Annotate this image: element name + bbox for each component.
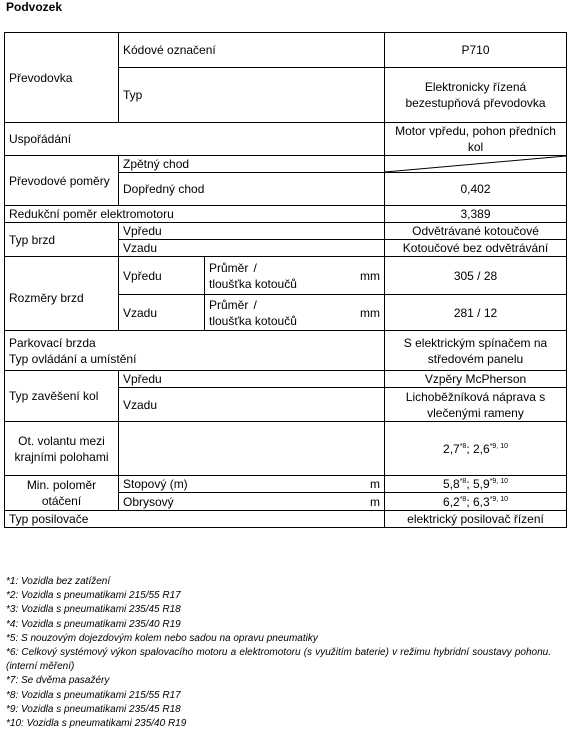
row-label-typ-zaveseni: Typ zavěšení kol — [5, 371, 119, 422]
sub-label-stopovy — [119, 476, 385, 493]
footnote: *7: Se dvěma pasažéry — [6, 675, 110, 687]
separator: ; — [466, 477, 473, 491]
table-row — [5, 206, 567, 223]
sub-label-prumer-tloustka — [205, 295, 385, 331]
value-part: 5,8 — [443, 477, 460, 491]
diagonal-line — [385, 156, 566, 172]
row-label-ot-volantu: Ot. volantu mezi krajními polohami — [5, 422, 119, 476]
value-part: 6,3 — [473, 494, 490, 509]
footnote-ref: *8 — [459, 495, 467, 503]
table-row — [5, 422, 567, 476]
table-row — [5, 371, 567, 388]
row-label-usporadani: Uspořádání — [5, 123, 385, 156]
footnote: *8: Vozidla s pneumatikami 215/55 R17 — [6, 689, 181, 701]
value-brzdy-vpredu: Odvětrávané kotoučové — [385, 223, 567, 240]
value-zaveseni-vzadu: Lichoběžníková náprava s vlečenými rameny — [385, 388, 567, 422]
row-label-rozmery-brzd: Rozměry brzd — [5, 257, 119, 331]
value-kodove-oznaceni: P710 — [385, 33, 567, 68]
footnote-ref: *8 — [459, 478, 467, 485]
empty-value-diagonal — [385, 156, 567, 173]
prumer-label: Průměr — [209, 297, 249, 312]
row-label-parkovaci-brzda — [5, 331, 385, 371]
unit-label: m — [370, 494, 380, 509]
empty-cell — [119, 422, 385, 476]
sub-label-vzadu: Vzadu — [119, 295, 205, 331]
slash-label: / — [253, 260, 257, 275]
footnote: *10: Vozidla s pneumatikami 235/40 R19 — [6, 718, 187, 730]
stopovy-label: Stopový (m) — [123, 477, 188, 491]
value-part: 2,7 — [443, 441, 460, 456]
footnote: *6: Celkový systémový výkon spalovacího motoru a elektromotoru (s využitím baterie) v režimu hybridní soustavy pohonu. (interní měření) — [6, 647, 551, 673]
footnote-ref: *8 — [459, 442, 467, 450]
row-label-typ-posilovace: Typ posilovače — [5, 511, 385, 528]
table-row — [5, 156, 567, 173]
sub-label-vzadu: Vzadu — [119, 240, 385, 257]
footnote-ref: *9, 10 — [489, 478, 508, 485]
row-label-typ-brzd: Typ brzd — [5, 223, 119, 257]
footnote-ref: *9, 10 — [489, 495, 508, 503]
table-row — [5, 257, 567, 295]
row-label-prevodovka: Převodovka — [5, 33, 119, 123]
footnote: *3: Vozidla s pneumatikami 235/45 R18 — [6, 604, 181, 616]
sub-label-vzadu: Vzadu — [119, 388, 385, 422]
prumer-label: Průměr — [209, 260, 249, 275]
table-row — [5, 476, 567, 493]
tloustka-label: tloušťka kotoučů — [209, 276, 297, 291]
footnote: *2: Vozidla s pneumatikami 215/55 R17 — [6, 590, 181, 602]
sub-label-kodove-oznaceni: Kódové označení — [119, 33, 385, 68]
sub-label-vpredu: Vpředu — [119, 371, 385, 388]
value-part: 5,9 — [473, 477, 490, 491]
slash-label: / — [253, 297, 257, 312]
value-zaveseni-vpredu: Vzpěry McPherson — [385, 371, 567, 388]
spec-table — [4, 32, 567, 528]
table-row — [5, 223, 567, 240]
value-part: 6,2 — [443, 494, 460, 509]
value-usporadani: Motor vpředu, pohon předních kol — [385, 123, 567, 156]
value-redukcni-pomer: 3,389 — [385, 206, 567, 223]
footnote: *5: S nouzovým dojezdovým kolem nebo sadou na opravu pneumatiky — [6, 632, 318, 644]
section-heading: Podvozek — [6, 0, 63, 14]
sub-label-prumer-tloustka — [205, 257, 385, 295]
value-parkovaci-brzda: S elektrickým spínačem na středovém panelu — [385, 331, 567, 371]
footnote-ref: *9, 10 — [489, 442, 508, 450]
table-row — [5, 331, 567, 371]
row-label-prevodove-pomery: Převodové poměry — [5, 156, 119, 206]
value-typ-posilovace: elektrický posilovač řízení — [385, 511, 567, 528]
sub-label-dopredny-chod: Dopředný chod — [119, 173, 385, 206]
table-row — [5, 123, 567, 156]
value-obrysovy — [385, 493, 567, 511]
value-stopovy — [385, 476, 567, 493]
row-label-min-polomer: Min. poloměr otáčení — [5, 476, 119, 511]
sub-label-vpredu: Vpředu — [119, 223, 385, 240]
table-row — [5, 511, 567, 528]
footnote: *4: Vozidla s pneumatikami 235/40 R19 — [6, 618, 181, 630]
separator: ; — [466, 441, 473, 456]
sub-label-vpredu: Vpředu — [119, 257, 205, 295]
row-label-redukcni-pomer: Redukční poměr elektromotoru — [5, 206, 385, 223]
typ-ovladani-label: Typ ovládání a umístění — [9, 351, 137, 366]
sub-label-typ: Typ — [119, 68, 385, 123]
table-row — [5, 33, 567, 68]
footnotes — [6, 575, 551, 731]
value-rozmery-vzadu: 281 / 12 — [385, 295, 567, 331]
footnote: *9: Vozidla s pneumatikami 235/45 R18 — [6, 703, 181, 715]
value-part: 2,6 — [473, 441, 490, 456]
separator: ; — [466, 494, 473, 509]
tloustka-label: tloušťka kotoučů — [209, 313, 297, 328]
footnote: *1: Vozidla bez zatížení — [6, 576, 111, 587]
sub-label-zpetny-chod: Zpětný chod — [119, 156, 385, 173]
value-brzdy-vzadu: Kotoučové bez odvětrávání — [385, 240, 567, 257]
value-rozmery-vpredu: 305 / 28 — [385, 257, 567, 295]
unit-label: m — [370, 477, 380, 491]
unit-label: mm — [360, 305, 380, 320]
parkovaci-brzda-label: Parkovací brzda — [9, 335, 96, 350]
sub-label-obrysovy — [119, 493, 385, 511]
value-dopredny-chod: 0,402 — [385, 173, 567, 206]
obrysovy-label: Obrysový — [123, 494, 174, 509]
value-typ-prevodovky: Elektronicky řízená bezestupňová převodovka — [385, 68, 567, 123]
unit-label: mm — [360, 268, 380, 283]
value-ot-volantu — [385, 422, 567, 476]
